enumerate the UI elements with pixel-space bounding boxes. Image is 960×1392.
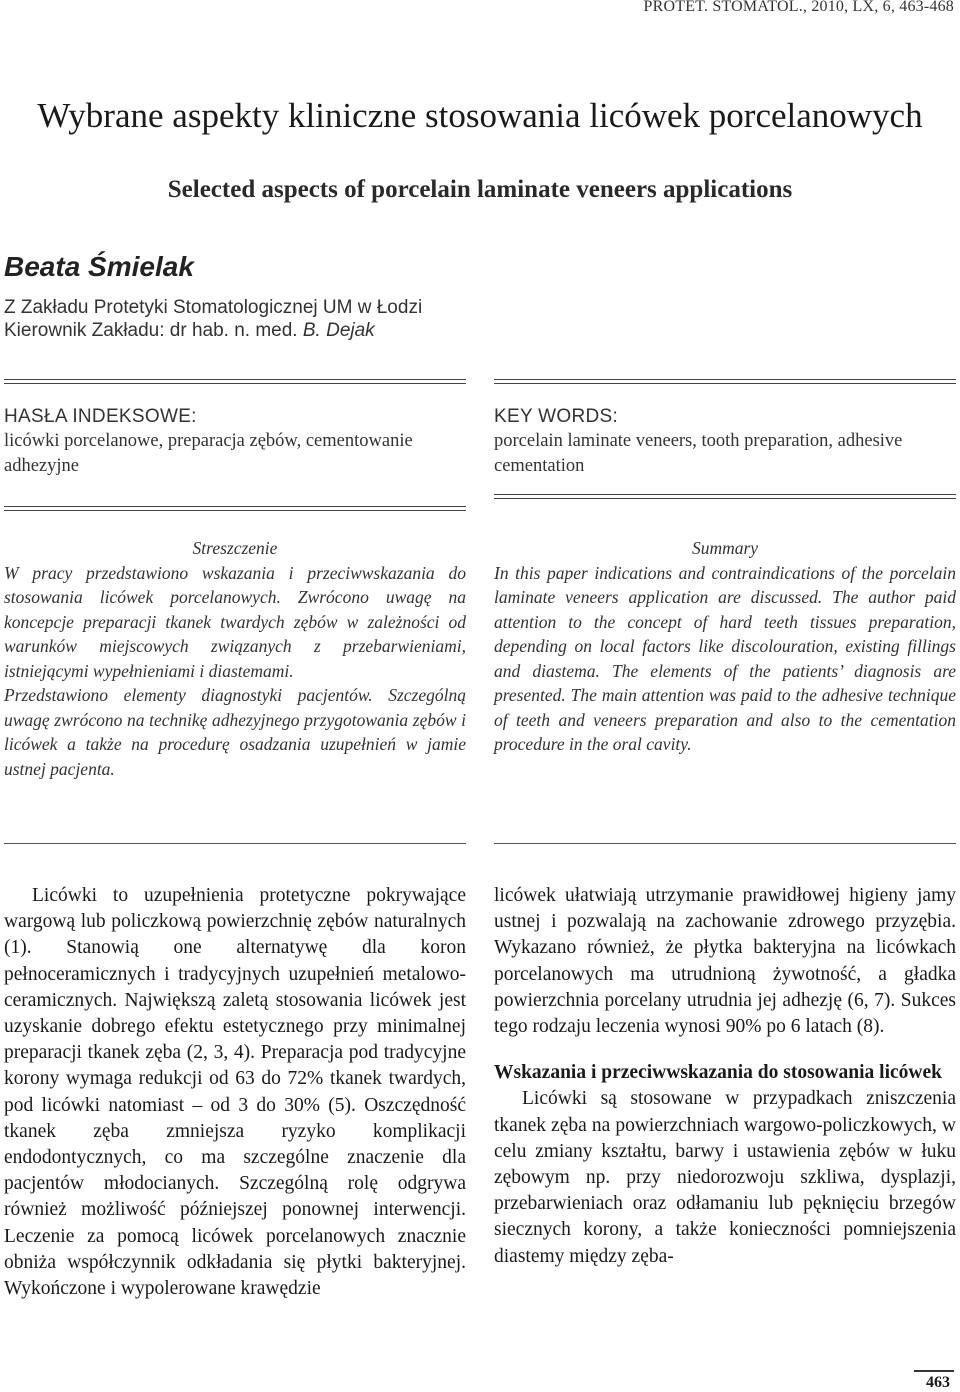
keywords-english-heading: KEY WORDS: (494, 406, 619, 427)
keywords-polish-heading: HASŁA INDEKSOWE: (4, 406, 197, 427)
section-heading: Wskazania i przeciwwskazania do stosowania licówek (494, 1062, 942, 1084)
affiliation-department: Z Zakładu Protetyki Stomatologicznej UM w Łodzi (4, 297, 423, 318)
author-name: Beata Śmielak (4, 251, 194, 282)
divider-rule (4, 506, 466, 511)
abstract-english-heading: Summary (691, 538, 759, 558)
abstract-polish-paragraph: W pracy przedstawiono wskazania i przeciwwskazania do stosowania licówek porcelanowych. Zwrócono uwagę na koncepcje preparacji tkanek twardych zębów w zależności od warunków miejscowych związanych z przebarwieniami, istniejącymi wypełnieniami i diastemami. (4, 562, 466, 681)
abstract-english-paragraph: In this paper indications and contraindications of the porcelain laminate veneers application are discussed. The author paid attention to the concept of hard teeth tissues preparation, depending on local factors like discolouration, existing fillings and diastema. The elements of the patients’ diagnosis are presented. The main attention was paid to the adhesive technique of teeth and veneers preparation and also to the cementation procedure in the oral cavity. (494, 562, 956, 754)
body-paragraph: licówek ułatwiają utrzymanie prawidłowej higieny jamy ustnej i pozwalają na zachowanie zdrowego przyzębia. Wykazano również, że płytka bakteryjna na licówkach porcelanowych ma utrudnioną żywotność, a gładka powierzchnia porcelany utrudnia jej adhezję (6, 7). Sukces tego rodzaju leczenia wynosi 90% po 6 latach (8). (494, 885, 956, 1038)
abstract-polish-paragraph: Przedstawiono elementy diagnostyki pacjentów. Szczególną uwagę zwrócono na technikę adhezyjnego przygotowania zębów i licówek a także na procedurę osadzania uzupełnień w jamie ustnej pacjenta. (4, 685, 466, 779)
body-paragraph: Licówki to uzupełnienia protetyczne pokrywające wargową lub policzkową powierzchnię zębów naturalnych (1). Stanowią one alternatywę dla koron pełnoceramicznych i tradycyjnych uzupełnień metalowo-ceramicznych. Największą zaletą stosowania licówek jest uzyskanie dobrego efektu estetycznego przy minimalnej preparacji tkanek zęba (2, 3, 4). Preparacja pod tradycyjne korony wymaga redukcji od 63 do 72% tkanek twardych, pod licówki natomiast – od 3 do 30% (5). Oszczędność tkanek zęba zmniejsza ryzyko komplikacji endodontycznych, co ma szczególne znaczenie dla pacjentów młodocianych. Szczególną rolę odgrywa również możliwość późniejszej ponownej interwencji. Leczenie za pomocą licówek porcelanowych znacznie obniża współczynnik odkładania się płytki bakteryjnej. Wykończone i wypolerowane krawędzie (4, 885, 466, 1300)
divider-rule (494, 494, 956, 499)
page-number: 463 (914, 1370, 954, 1392)
article-title-polish: Wybrane aspekty kliniczne stosowania licówek porcelanowych (37, 96, 923, 135)
body-paragraph: Licówki są stosowane w przypadkach zniszczenia tkanek zęba na powierzchniach wargowo-policzkowych, w celu zmiany kształtu, barwy i ustawienia zębów w łuku zębowym np. przy niedorozwoju szkliwa, dysplazji, przebarwieniach oraz odłamaniu lub pęknięciu brzegów siecznych korony, a także konieczności pomniejszenia diastemy między zęba- (494, 1088, 956, 1267)
abstract-bottom-rule (4, 843, 466, 844)
divider-rule (494, 379, 956, 384)
keywords-english-text: porcelain laminate veneers, tooth preparation, adhesive cementation (494, 431, 903, 476)
body-column-right (494, 883, 956, 1270)
keywords-polish (4, 404, 466, 479)
abstract-polish-heading: Streszczenie (192, 538, 278, 558)
body-column-left (4, 883, 466, 1302)
affiliation (4, 296, 422, 342)
article-title-english: Selected aspects of porcelain laminate veneers applications (167, 176, 793, 203)
journal-reference: PROTET. STOMATOL., 2010, LX, 6, 463-468 (643, 0, 954, 15)
affiliation-head (4, 319, 422, 342)
abstract-bottom-rule (494, 843, 956, 844)
abstract-english (494, 536, 956, 757)
divider-rule (4, 379, 466, 384)
abstract-polish (4, 536, 466, 781)
affiliation-head-prefix: Kierownik Zakładu: dr hab. n. med. (4, 320, 303, 341)
affiliation-head-name: B. Dejak (302, 320, 375, 341)
keywords-english (494, 404, 956, 479)
keywords-polish-text: licówki porcelanowe, preparacja zębów, cementowanie adhezyjne (4, 431, 413, 476)
